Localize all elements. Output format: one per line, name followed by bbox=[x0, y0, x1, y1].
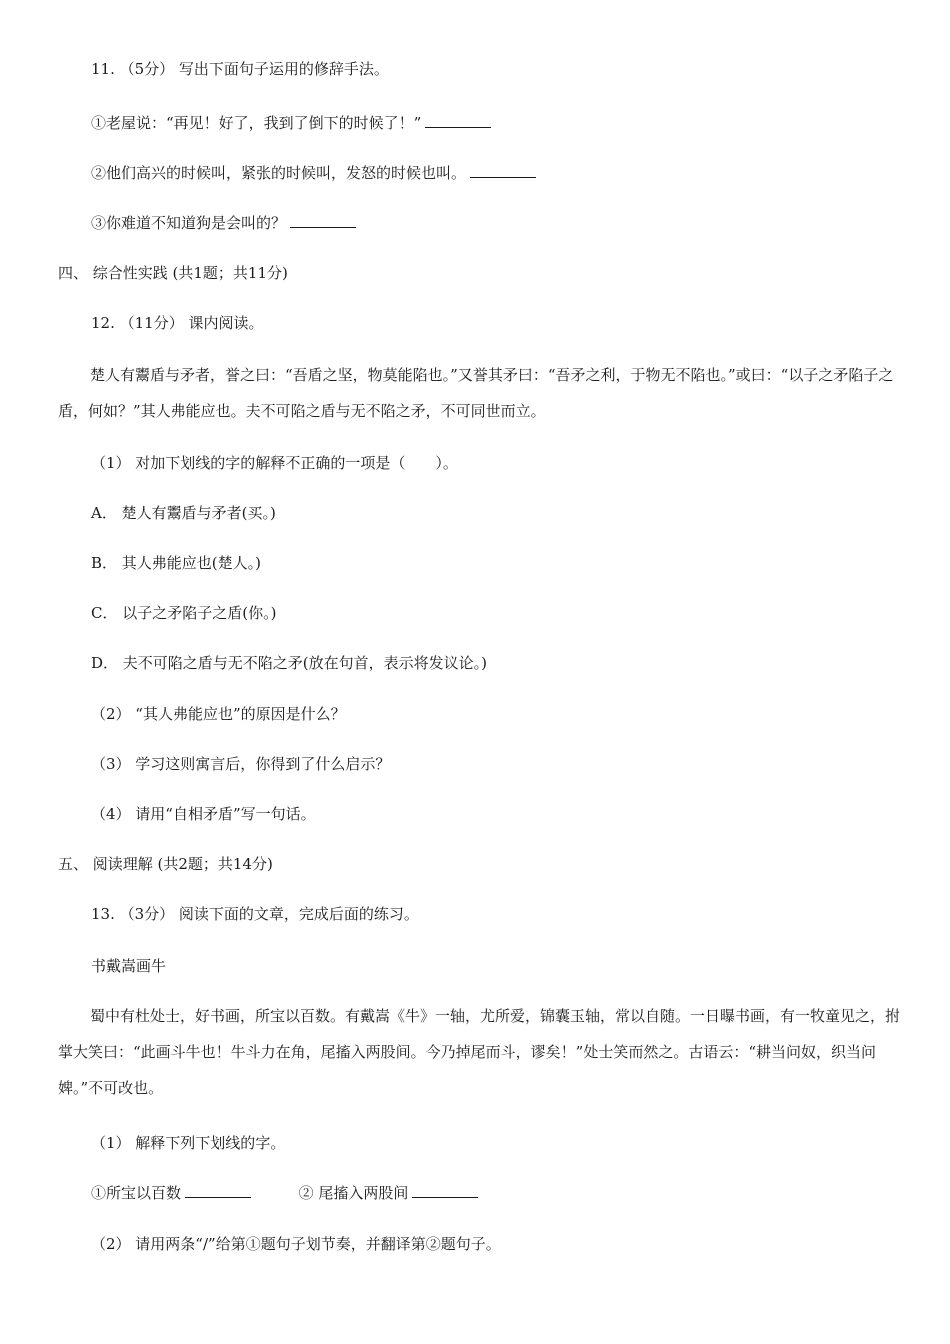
q11-item-1-text: ①老屋说：“再见！好了，我到了倒下的时候了！” bbox=[91, 114, 422, 132]
q12-header: 12. （11分） 课内阅读。 bbox=[91, 314, 264, 332]
q11-item-3-text: ③你难道不知道狗是会叫的？ bbox=[91, 214, 287, 232]
q13-sub1: （1） 解释下列下划线的字。 bbox=[91, 1134, 286, 1152]
q12-passage: 楚人有鬻盾与矛者，誉之曰：“吾盾之坚，物莫能陷也。”又誉其矛曰：“吾矛之利，于物无不陷也。”或曰：“以子之矛陷子之盾，何如？”其人弗能应也。夫不可陷之盾与无不陷之矛，不可同世而立。 bbox=[58, 366, 894, 420]
q13-article-title: 书戴嵩画牛 bbox=[91, 957, 167, 975]
answer-blank[interactable] bbox=[412, 1183, 478, 1198]
q13-sub2: （2） 请用两条“/”给第①题句子划节奏，并翻译第②题句子。 bbox=[91, 1235, 501, 1253]
answer-blank[interactable] bbox=[290, 213, 356, 228]
answer-blank[interactable] bbox=[185, 1183, 251, 1198]
q11-item-1 bbox=[91, 112, 491, 134]
q12-option-a[interactable]: A． 楚人有鬻盾与矛者(买。) bbox=[91, 504, 276, 522]
q13-fill-1-text: ①所宝以百数 bbox=[91, 1184, 182, 1202]
answer-blank[interactable] bbox=[425, 113, 491, 128]
q12-option-c[interactable]: C． 以子之矛陷子之盾(你。) bbox=[91, 604, 277, 622]
q12-sub4: （4） 请用“自相矛盾”写一句话。 bbox=[91, 805, 316, 823]
q13-passage: 蜀中有杜处士，好书画，所宝以百数。有戴嵩《牛》一轴，尤所爱，锦囊玉轴，常以自随。一日曝书画，有一牧童见之，拊掌大笑曰：“此画斗牛也！牛斗力在角，尾搐入两股间。今乃掉尾而斗，谬矣！”处士笑而然之。古语云：“耕当问奴，织当问婢。”不可改也。 bbox=[58, 1007, 901, 1097]
q12-sub2: （2） “其人弗能应也”的原因是什么？ bbox=[91, 705, 346, 723]
q12-sub3: （3） 学习这则寓言后，你得到了什么启示？ bbox=[91, 755, 391, 773]
q13-fill-2-text: ② 尾搐入两股间 bbox=[298, 1184, 409, 1202]
q12-sub1: （1） 对加下划线的字的解释不正确的一项是（ ）。 bbox=[91, 454, 458, 472]
answer-blank[interactable] bbox=[470, 163, 536, 178]
q12-option-b[interactable]: B． 其人弗能应也(楚人。) bbox=[91, 554, 261, 572]
q11-item-2-text: ②他们高兴的时候叫，紧张的时候叫，发怒的时候也叫。 bbox=[91, 164, 467, 182]
q13-fill-row bbox=[91, 1182, 478, 1204]
q11-item-3 bbox=[91, 212, 356, 234]
q13-header: 13. （3分） 阅读下面的文章，完成后面的练习。 bbox=[91, 905, 419, 923]
q12-option-d[interactable]: D． 夫不可陷之盾与无不陷之矛(放在句首，表示将发议论。) bbox=[91, 654, 488, 672]
q11-item-2 bbox=[91, 162, 536, 184]
section-5-title: 五、 阅读理解 (共2题；共14分) bbox=[58, 855, 273, 873]
q11-header: 11. （5分） 写出下面句子运用的修辞手法。 bbox=[91, 60, 389, 78]
section-4-title: 四、 综合性实践 (共1题；共11分) bbox=[58, 264, 288, 282]
